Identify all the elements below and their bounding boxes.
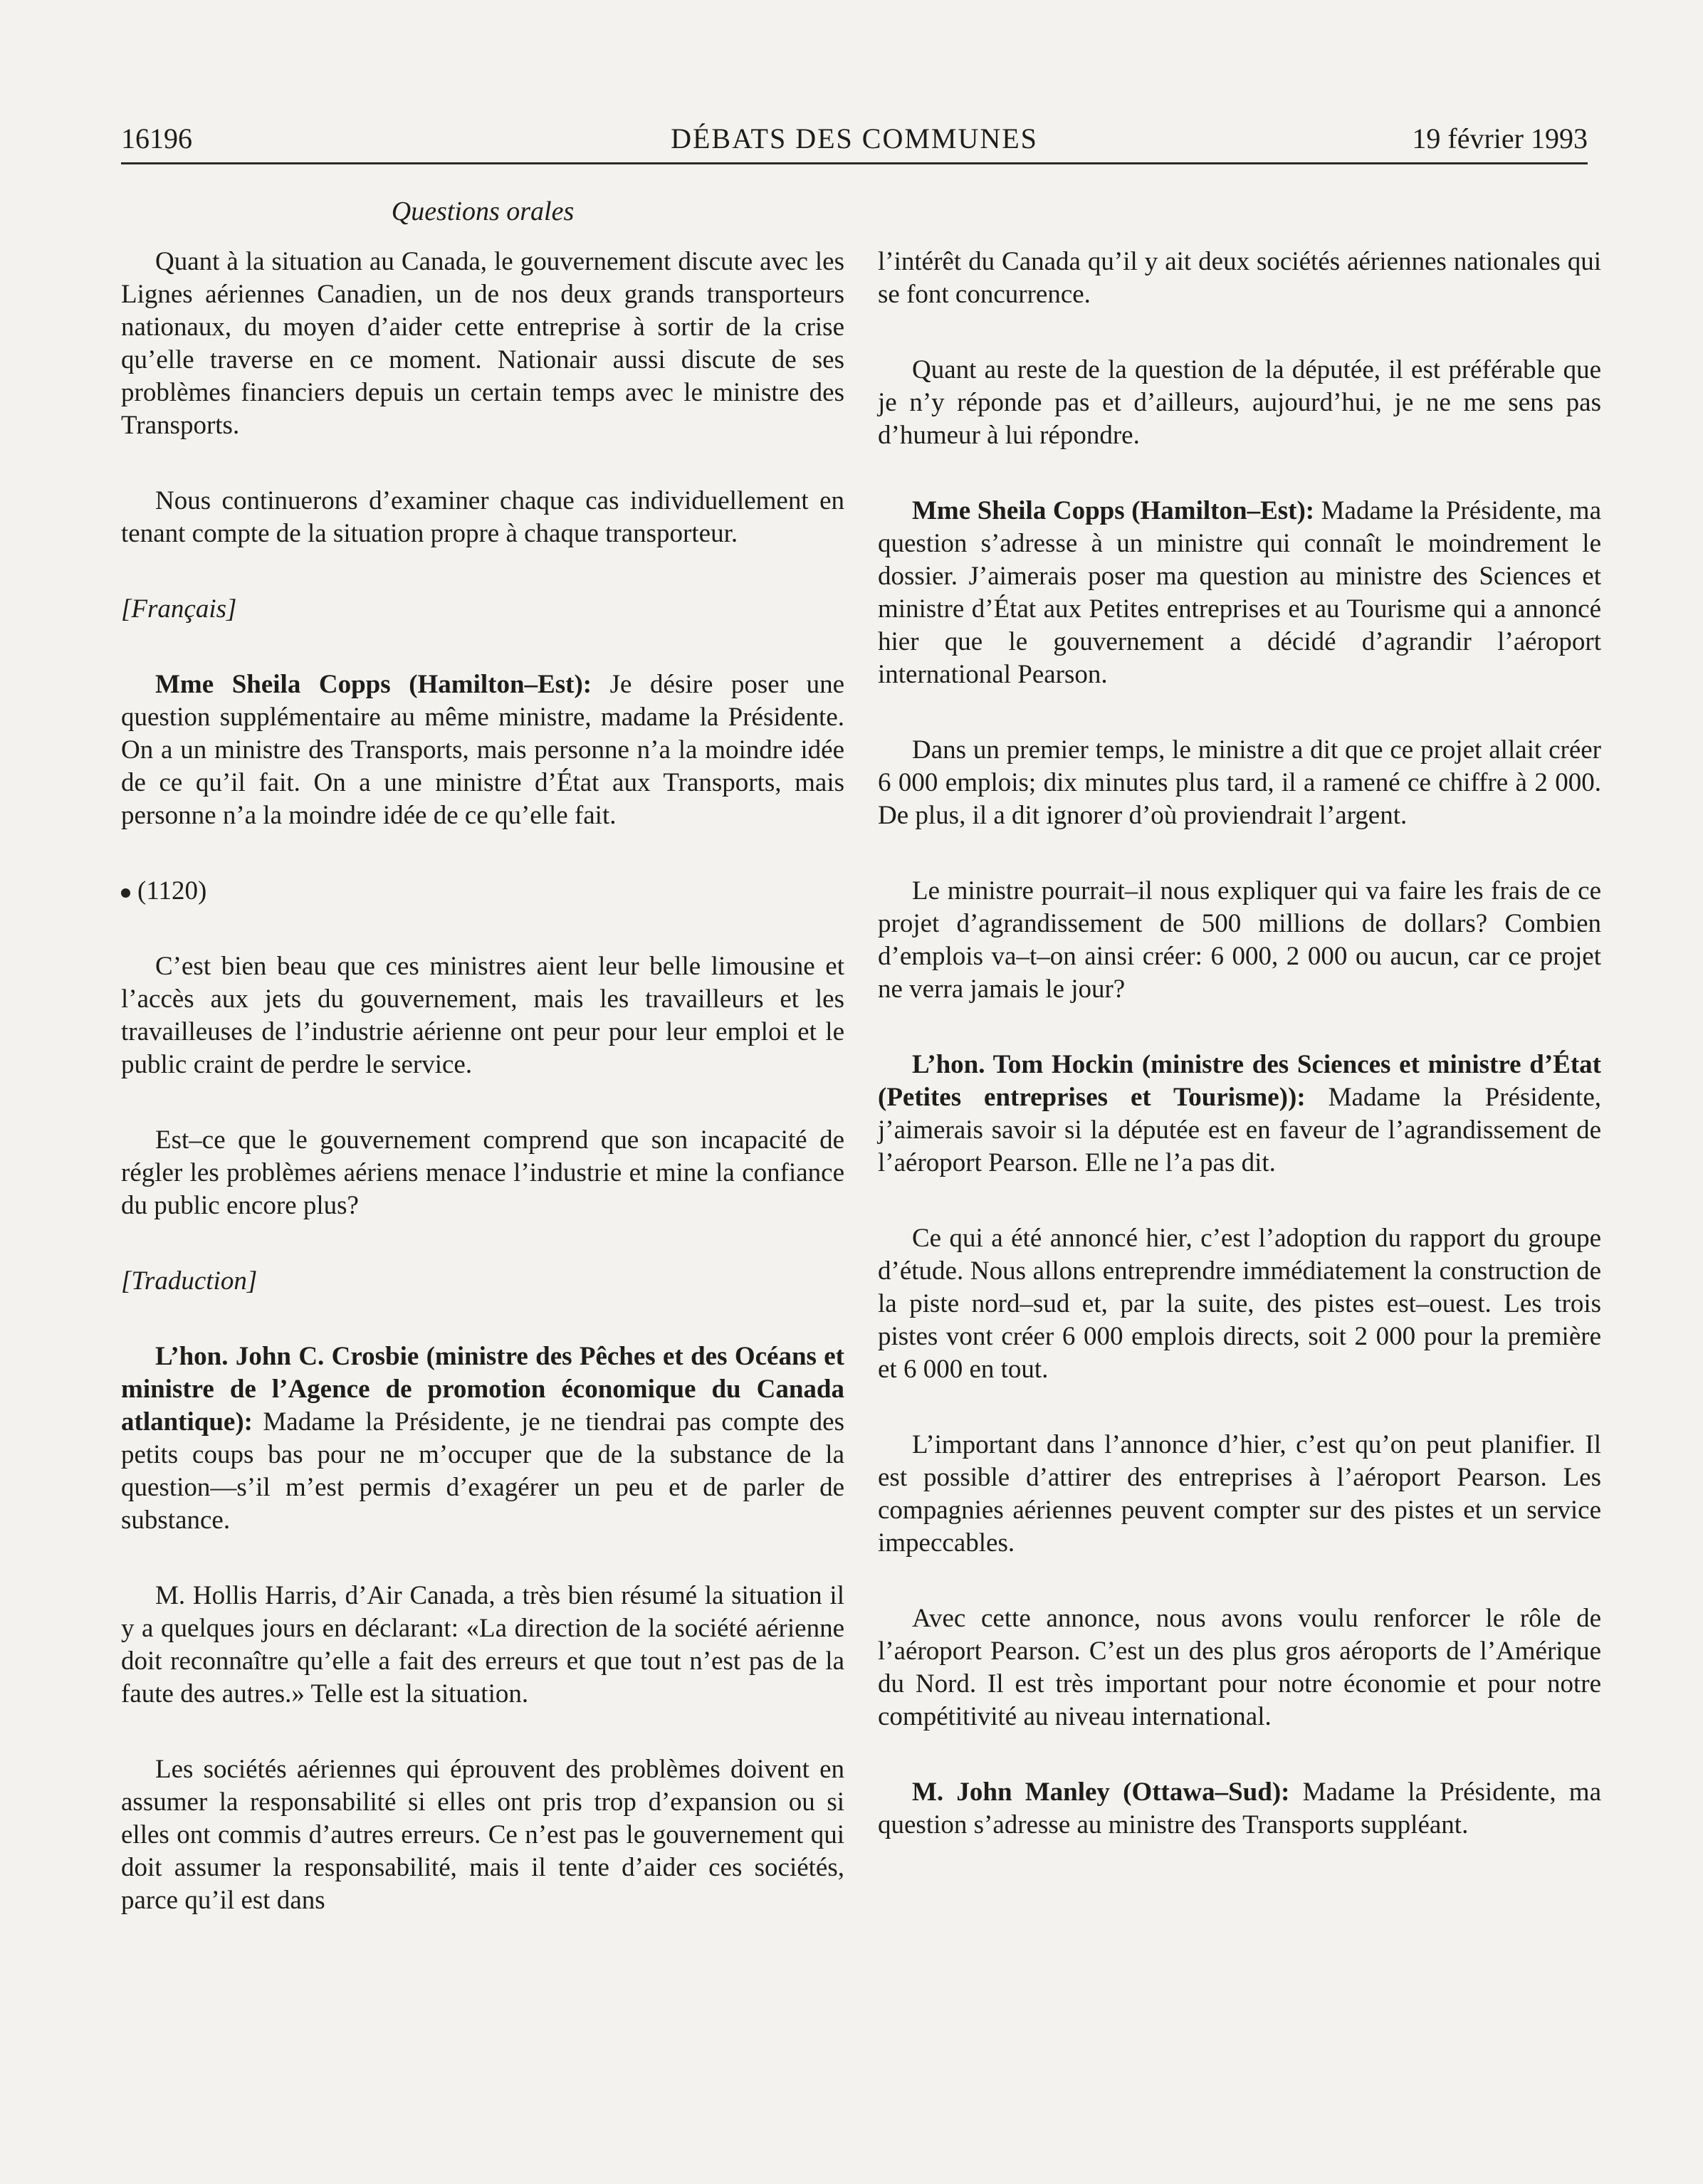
paragraph: Quant à la situation au Canada, le gouvernement discute avec les Lignes aériennes Canadien, un de nos deux grands transporteurs nationaux, du moyen d’aider cette entreprise à sortir de la crise qu’elle traverse en ce moment. Nationair aussi discute de ses problèmes financiers depuis un certain temps avec le ministre des Transports. — [121, 247, 844, 440]
paragraph: Ce qui a été annoncé hier, c’est l’adoption du rapport du groupe d’étude. Nous allons entreprendre immédiatement la construction de la piste nord–sud et, par la suite, des pistes est–ouest. Les trois pistes vont créer 6 000 emplois directs, soit 2 000 pour la première et 6 000 en tout. — [878, 1224, 1601, 1384]
speech-paragraph — [121, 668, 844, 832]
speech-text: Madame la Présidente, ma question s’adresse à un ministre qui connaît le moindrement le dossier. J’aimerais poser ma question au ministre des Sciences et ministre d’État aux Petites entreprises et au Tourisme qui a annoncé hier que le gouvernement a décidé d’agrandir l’aéroport international Pearson. — [878, 496, 1602, 689]
paragraph: Avec cette annonce, nous avons voulu renforcer le rôle de l’aéroport Pearson. C’est un des plus gros aéroports de l’Amérique du Nord. Il est très important pour notre économie et pour notre compétitivité au niveau international. — [878, 1604, 1601, 1731]
bullet-icon — [121, 888, 130, 898]
language-marker: [Traduction] — [121, 1266, 258, 1296]
paragraph: L’important dans l’annonce d’hier, c’est qu’on peut planifier. Il est possible d’attirer des entreprises à l’aéroport Pearson. Les compagnies aériennes peuvent compter sur des pistes et un service impeccables. — [878, 1430, 1601, 1558]
page-number: 16196 — [121, 122, 192, 154]
speech-paragraph — [878, 1776, 1601, 1842]
page-header — [121, 115, 1588, 164]
speech-paragraph — [121, 1340, 844, 1537]
speaker-name: L’hon. John C. Crosbie (ministre des Pêches et des Océans et ministre de l’Agence de promotion économique du Canada atlantique): — [121, 1342, 844, 1437]
paragraph: Les sociétés aériennes qui éprouvent des problèmes doivent en assumer la responsabilité si elles ont pris trop d’expansion ou si elles ont commis d’autres erreurs. Ce n’est pas le gouvernement qui doit assumer la responsabilité, mais il tente d’aider ces sociétés, parce qu’il est dans — [121, 1755, 844, 1915]
speech-text: Je désire poser une question supplémentaire au même ministre, madame la Présidente. On a un ministre des Transports, mais personne n’a la moindre idée de ce qu’il fait. On a une ministre d’État aux Transports, mais personne n’a la moindre idée de ce qu’elle fait. — [121, 670, 845, 830]
speech-text: Madame la Présidente, ma question s’adresse au ministre des Transports suppléant. — [878, 1778, 1601, 1839]
paragraph: l’intérêt du Canada qu’il y ait deux sociétés aériennes nationales qui se font concurrence. — [878, 247, 1601, 309]
speech-text: Madame la Présidente, je ne tiendrai pas compte des petits coups bas pour ne m’occuper que de la substance de la question—s’il m’est permis d’exagérer un peu et de parler de substance. — [121, 1407, 844, 1535]
speaker-name: Mme Sheila Copps (Hamilton–Est): — [155, 670, 592, 699]
right-column — [878, 246, 1601, 1884]
speech-text: Madame la Présidente, j’aimerais savoir si la députée est en faveur de l’agrandissement de l’aéroport Pearson. Elle ne l’a pas dit. — [878, 1083, 1601, 1177]
speaker-name: L’hon. Tom Hockin (ministre des Sciences et ministre d’État (Petites entreprises et Tourisme)): — [878, 1050, 1601, 1112]
time-marker-text: (1120) — [137, 876, 207, 905]
paragraph: Est–ce que le gouvernement comprend que son incapacité de régler les problèmes aériens menace l’industrie et mine la confiance du public encore plus? — [121, 1125, 844, 1220]
section-title: Questions orales — [391, 196, 575, 226]
paragraph: M. Hollis Harris, d’Air Canada, a très bien résumé la situation il y a quelques jours en déclarant: «La direction de la société aérienne doit reconnaître qu’elle a fait des erreurs et que tout n’est pas de la faute des autres.» Telle est la situation. — [121, 1581, 844, 1708]
speaker-name: Mme Sheila Copps (Hamilton–Est): — [912, 496, 1315, 525]
publication-title: DÉBATS DES COMMUNES — [671, 122, 1038, 154]
time-marker — [121, 875, 844, 908]
paragraph: Dans un premier temps, le ministre a dit que ce projet allait créer 6 000 emplois; dix minutes plus tard, il a ramené ce chiffre à 2 000. De plus, il a dit ignorer d’où proviendrait l’argent. — [878, 735, 1601, 830]
paragraph: Nous continuerons d’examiner chaque cas individuellement en tenant compte de la situation propre à chaque transporteur. — [121, 486, 844, 548]
left-column — [121, 246, 844, 1960]
publication-date: 19 février 1993 — [1412, 122, 1588, 154]
paragraph: Quant au reste de la question de la députée, il est préférable que je n’y réponde pas et d’ailleurs, aujourd’hui, je ne me sens pas d’humeur à lui répondre. — [878, 355, 1601, 450]
language-marker: [Français] — [121, 594, 237, 624]
speech-paragraph — [878, 1049, 1601, 1180]
speaker-name: M. John Manley (Ottawa–Sud): — [912, 1778, 1290, 1807]
paragraph: C’est bien beau que ces ministres aient leur belle limousine et l’accès aux jets du gouvernement, mais les travailleurs et les travailleuses de l’industrie aérienne ont peur pour leur emploi et le public craint de perdre le service. — [121, 952, 844, 1079]
speech-paragraph — [878, 495, 1601, 691]
paragraph: Le ministre pourrait–il nous expliquer qui va faire les frais de ce projet d’agrandissement de 500 millions de dollars? Combien d’emplois va–t–on ainsi créer: 6 000, 2 000 ou aucun, car ce projet ne verra jamais le jour? — [878, 876, 1601, 1004]
